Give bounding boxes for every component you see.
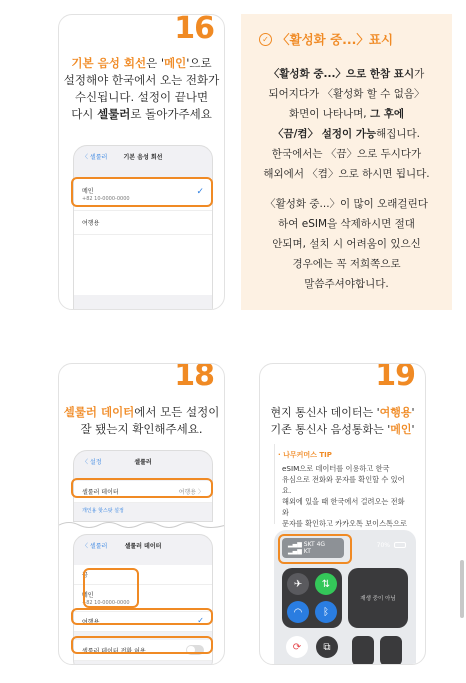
section-label: 개인용 핫스팟 설정: [82, 508, 124, 514]
paragraph-line: 되어지다가 〈활성화 할 수 없음〉: [268, 88, 425, 100]
battery-icon: [394, 542, 406, 548]
step-18-caption: [59, 404, 224, 438]
tip-line: 유심으로 전화와 문자를 확인할 수 있어요.: [282, 475, 405, 495]
caption-highlight: 여행용: [379, 406, 412, 419]
bluetooth-icon[interactable]: ᛒ: [315, 601, 337, 623]
checkmark-icon: ✓: [197, 616, 204, 625]
panel-paragraph-1: [247, 64, 446, 184]
paragraph-bold: 〈끔/켬〉 설정이 가능: [272, 128, 377, 140]
option-label: 끔: [82, 572, 88, 579]
paragraph-line: 〈활성화 중...〉이 많이 오래걸린다: [265, 198, 428, 210]
highlight-data-switching: [71, 636, 213, 654]
panel-paragraph-2: [247, 194, 446, 294]
row-label: 셀룰러 데이터 전환 허용: [82, 647, 146, 655]
caption-line: 수신됩니다. 설정이 끝나면: [74, 90, 209, 104]
torn-edge-divider: [59, 520, 225, 530]
highlight-travel-option: [71, 608, 213, 625]
carrier-name: SKT 4G: [303, 541, 326, 548]
panel-heading: [259, 30, 393, 48]
signal-icon: ▂▄▆: [288, 541, 302, 548]
nav-title: 기본 음성 회선: [123, 153, 163, 161]
nav-bar: [74, 146, 212, 166]
row-label: 셀룰러 데이터: [82, 489, 119, 496]
caption-text: '으로: [186, 56, 212, 70]
media-status: 재생 중이 아님: [360, 596, 396, 602]
option-phone-number: +82 10-0000-0000: [82, 196, 130, 202]
highlight-carriers: [278, 534, 352, 564]
back-button[interactable]: 〈 셀룰러: [82, 153, 108, 161]
step-18-card: [58, 363, 225, 665]
volume-slider[interactable]: [380, 636, 402, 665]
caption-text: ': [411, 423, 415, 436]
option-label: 여행용: [82, 220, 100, 227]
tip-line: 해외에 있을 때 한국에서 걸려오는 전화와: [282, 497, 405, 517]
paragraph-line: 해외에서 〈켬〉으로 하시면 됩니다.: [263, 168, 430, 180]
paragraph-line: 경우에는 꼭 저희쪽으로: [292, 258, 401, 270]
step-17-panel: [241, 14, 452, 310]
paragraph-text: 화면이 나타나며,: [288, 108, 370, 120]
scrollbar-track[interactable]: [460, 560, 464, 618]
step-16-card: [58, 14, 225, 310]
paragraph-line: 한국에서는 〈끔〉으로 두시다가: [271, 148, 422, 160]
option-label: 메인: [82, 592, 94, 599]
paragraph-text: 해집니다.: [376, 128, 421, 140]
tip-line: eSIM으로 데이터를 이용하고 한국: [282, 464, 390, 473]
empty-list-area: [74, 235, 212, 295]
caption-text: 로 돌아가주세요: [130, 107, 212, 121]
back-button[interactable]: 〈 설정: [82, 458, 102, 466]
caption-highlight: 메인: [164, 56, 187, 70]
phone-screenshot-voice-line: [73, 145, 213, 310]
paragraph-bold: 그 후에: [369, 108, 405, 120]
highlight-line-options: [83, 568, 139, 608]
rotation-lock-icon[interactable]: ⟳: [286, 636, 308, 658]
paragraph-line: 하여 eSIM을 삭제하시면 절대: [278, 218, 415, 230]
tip-body: [282, 463, 411, 540]
signal-icon: ▂▄▆: [288, 548, 302, 555]
paragraph-line: 말씀주셔야합니다.: [304, 278, 389, 290]
nav-bar: [74, 535, 212, 555]
caption-highlight: 셀룰러 데이터: [63, 405, 135, 419]
step-number-19: 19: [375, 363, 415, 393]
screen-mirroring-icon[interactable]: ⧉: [316, 636, 338, 658]
highlight-main-option: [71, 177, 213, 207]
back-button[interactable]: 〈 셀룰러: [82, 542, 108, 550]
brightness-slider[interactable]: [352, 636, 374, 665]
tip-title: · 나무커머스 TIP: [278, 451, 332, 459]
tip-line: 문자를 확인하고 카카오톡 보이스톡으로: [282, 519, 407, 528]
caption-bold: 셀룰러: [97, 107, 131, 121]
caption-text: ': [411, 406, 415, 419]
battery-level: 70%: [376, 542, 390, 549]
airplane-mode-icon[interactable]: ✈: [287, 573, 309, 595]
step-19-card: [259, 363, 426, 665]
paragraph-text: 가: [414, 68, 425, 80]
caption-highlight: 메인: [390, 423, 412, 436]
paragraph-line: 안되며, 설치 시 어려움이 있으신: [272, 238, 421, 250]
step-number-16: 16: [174, 14, 214, 46]
checkmark-icon: ✓: [196, 187, 204, 197]
row-value: 여행용 〉: [178, 489, 204, 496]
option-label: 메인: [82, 188, 94, 195]
step-19-caption: [260, 404, 425, 438]
step-number-18: 18: [174, 363, 214, 393]
cellular-data-icon[interactable]: ⇅: [315, 573, 337, 595]
carrier-name: KT: [303, 548, 311, 555]
caption-text: 기존 통신사 음성통화는 ': [270, 423, 391, 436]
panel-title: 〈활성화 중...〉표시: [277, 32, 394, 47]
option-label: 여행용: [82, 619, 100, 626]
caption-text: 현지 통신사 데이터는 ': [270, 406, 380, 419]
option-travel[interactable]: [74, 211, 212, 235]
wifi-icon[interactable]: ◠: [287, 601, 309, 623]
caption-highlight: 기본 음성 회선: [71, 56, 147, 70]
check-circle-icon: ✓: [259, 33, 272, 46]
nav-bar: [74, 451, 212, 471]
caption-line: 설정해야 한국에서 오는 전화가: [63, 73, 220, 87]
step-16-caption: [59, 55, 224, 123]
caption-line: 잘 됐는지 확인해주세요.: [80, 422, 203, 436]
highlight-cellular-data: [71, 478, 213, 498]
option-phone-number: +82 10-0000-0000: [82, 600, 130, 606]
caption-text: 다시: [71, 107, 98, 121]
tip-divider: [274, 444, 275, 524]
paragraph-bold: 〈활성화 중...〉으로 한참 표시: [268, 68, 415, 80]
nav-title: 셀룰러 데이터: [124, 542, 162, 550]
caption-text: 은 ': [146, 56, 164, 70]
caption-text: 에서 모든 설정이: [134, 405, 220, 419]
nav-title: 셀룰러: [134, 458, 152, 466]
